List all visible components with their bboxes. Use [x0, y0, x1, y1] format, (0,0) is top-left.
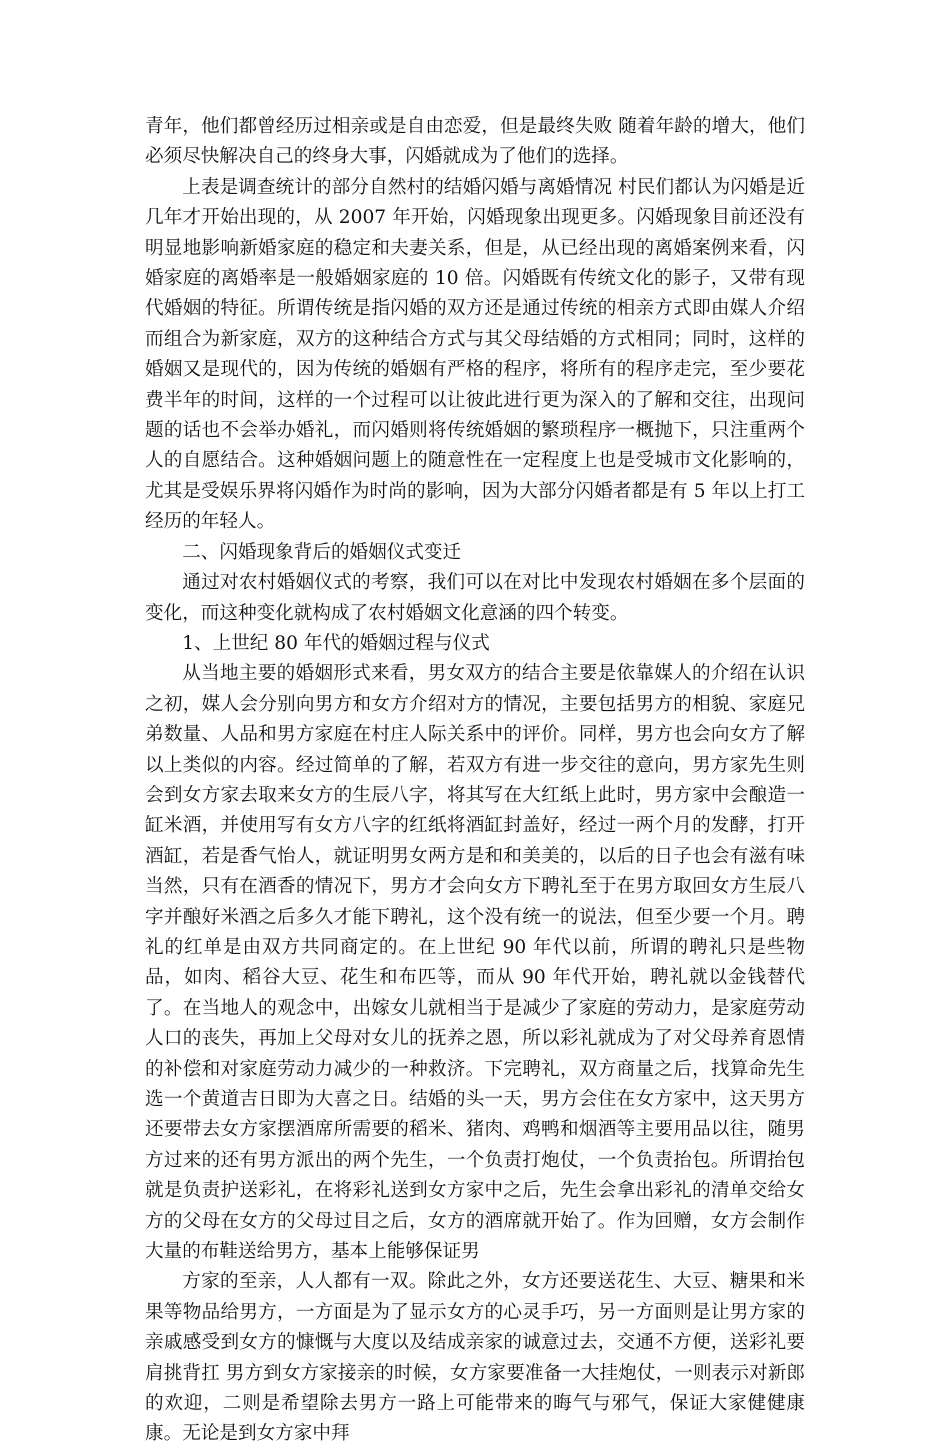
- subsection-heading-1980s: 1、上世纪 80 年代的婚姻过程与仪式: [182, 632, 490, 654]
- paragraph-continuation: 青年，他们都曾经历过相亲或是自由恋爱，但是最终失败 随着年龄的增大，他们必须尽快解决自己的终身大事，闪婚就成为了他们的选择。: [145, 116, 805, 168]
- section-heading-ritual-changes: 二、闪婚现象背后的婚姻仪式变迁: [182, 541, 462, 563]
- paragraph-relatives-gifts: 方家的至亲，人人都有一双。除此之外，女方还要送花生、大豆、糖果和米果等物品给男方，一方面是为了显示女方的心灵手巧，另一方面则是让男方家的亲戚感受到女方的慷慨与大度以及结成亲家的诚意过去，交通不方便，送彩礼要肩挑背扛 男方到女方家接亲的时候，女方家要准备一大挂炮仗，一则表示对新郎的欢迎，二则是希望除去男方一路上可能带来的晦气与邪气，保证大家健健康康。无论是到女方家中拜: [145, 1271, 805, 1445]
- document-body: [145, 112, 805, 1450]
- paragraph-flash-marriage-survey: 上表是调查统计的部分自然村的结婚闪婚与离婚情况 村民们都认为闪婚是近几年才开始出现的，从 2007 年开始，闪婚现象出现更多。闪婚现象目前还没有明显地影响新婚家庭的稳定和夫妻关系，但是，从已经出现的离婚案例来看，闪婚家庭的离婚率是一般婚姻家庭的 10 倍。闪婚既有传统文化的影子，又带有现代婚姻的特征。所谓传统是指闪婚的双方还是通过传统的相亲方式即由媒人介绍而组合为新家庭，双方的这种结合方式与其父母结婚的方式相同；同时，这样的婚姻又是现代的，因为传统的婚姻有严格的程序，将所有的程序走完，至少要花费半年的时间，这样的一个过程可以让彼此进行更为深入的了解和交往，出现问题的话也不会举办婚礼，而闪婚则将传统婚姻的繁琐程序一概抛下，只注重两个人的自愿结合。这种婚姻问题上的随意性在一定程度上也是受城市文化影响的，尤其是受娱乐界将闪婚作为时尚的影响，因为大部分闪婚者都是有 5 年以上打工经历的年轻人。: [145, 176, 805, 533]
- paragraph-ritual-intro: 通过对农村婚姻仪式的考察，我们可以在对比中发现农村婚姻在多个层面的变化，而这种变化就构成了农村婚姻文化意涵的四个转变。: [145, 572, 805, 624]
- paragraph-1980s-process: 从当地主要的婚姻形式来看，男女双方的结合主要是依靠媒人的介绍在认识之初，媒人会分别向男方和女方介绍对方的情况，主要包括男方的相貌、家庭兄弟数量、人品和男方家庭在村庄人际关系中的评价。同样，男方也会向女方了解以上类似的内容。经过简单的了解，若双方有进一步交往的意向，男方家先生则会到女方家去取来女方的生辰八字，将其写在大红纸上此时，男方家中会酿造一缸米酒，并使用写有女方八字的红纸将酒缸封盖好，经过一两个月的发酵，打开酒缸，若是香气怡人，就证明男女两方是和和美美的，以后的日子也会有滋有味 当然，只有在酒香的情况下，男方才会向女方下聘礼至于在男方取回女方生辰八字并酿好米酒之后多久才能下聘礼，这个没有统一的说法，但至少要一个月。聘礼的红单是由双方共同商定的。在上世纪 90 年代以前，所谓的聘礼只是些物品，如肉、稻谷大豆、花生和布匹等，而从 90 年代开始，聘礼就以金钱替代了。在当地人的观念中，出嫁女儿就相当于是减少了家庭的劳动力，是家庭劳动人口的丧失，再加上父母对女儿的抚养之恩，所以彩礼就成为了对父母养育恩情的补偿和对家庭劳动力减少的一种救济。下完聘礼，双方商量之后，找算命先生选一个黄道吉日即为大喜之日。结婚的头一天，男方会住在女方家中，这天男方还要带去女方家摆酒席所需要的稻米、猪肉、鸡鸭和烟酒等主要用品以往，随男方过来的还有男方派出的两个先生，一个负责打炮仗，一个负责抬包。所谓抬包就是负责护送彩礼，在将彩礼送到女方家中之后，先生会拿出彩礼的清单交给女方的父母在女方的父母过目之后，女方的酒席就开始了。作为回赠，女方会制作大量的布鞋送给男方，基本上能够保证男: [145, 663, 805, 1263]
